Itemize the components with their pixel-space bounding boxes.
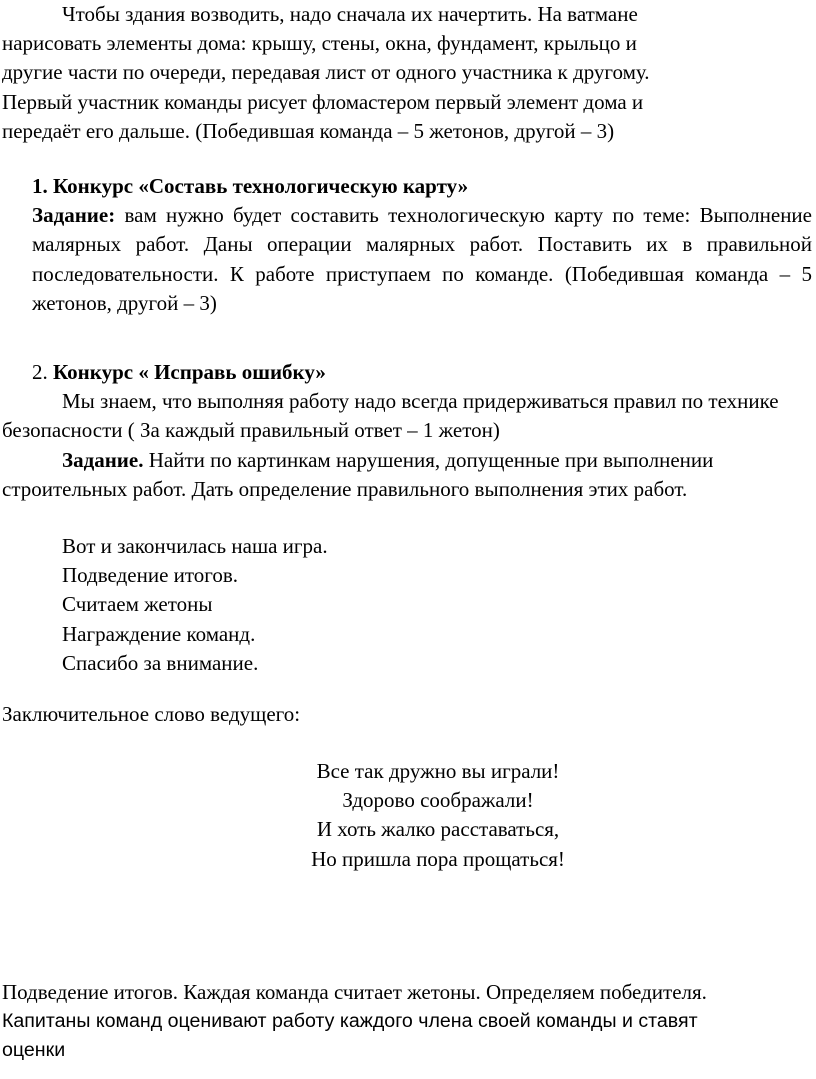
intro-line: передаёт его дальше. (Победившая команда – 5 жетонов, другой – 3)	[2, 118, 615, 143]
contest-1-task-label: Задание:	[32, 203, 116, 228]
contest-1-task	[2, 201, 812, 318]
summary-line: Капитаны команд оценивают работу каждого члена своей команды и ставят	[2, 1010, 698, 1033]
intro-line: Первый участник команды рисует фломастером первый элемент дома и	[2, 89, 644, 114]
closing-item: Вот и закончилась наша игра.	[62, 534, 328, 558]
summary-line: оценки	[2, 1039, 66, 1062]
contest-2-heading: Конкурс « Исправь ошибку»	[53, 360, 326, 384]
contest-2-safety-text: Мы знаем, что выполняя работу надо всегда придерживаться правил по технике безопасности ( За каждый правильный ответ – 1 жетон)	[2, 389, 779, 443]
contest-2-section	[2, 358, 812, 504]
contest-1-section	[2, 172, 812, 318]
contest-1-task-text: вам нужно будет составить технологическую карту по теме: Выполнение малярных работ. Даны операции малярных работ. Поставить их в правильной последовательности. К работе приступаем по команде. (Победившая команда – 5 жетонов, другой – 3)	[32, 203, 812, 315]
poem-line: Все так дружно вы играли!	[316, 759, 560, 783]
intro-line: Чтобы здания возводить, надо сначала их начертить. На ватмане	[62, 2, 638, 26]
contest-2-task-text: Найти по картинкам нарушения, допущенные при выполнении строительных работ. Дать определение правильного выполнения этих работ.	[2, 447, 714, 501]
contest-2-task-label: Задание.	[62, 447, 144, 472]
contest-2-task	[2, 446, 812, 504]
summary-line: Подведение итогов. Каждая команда считает жетоны. Определяем победителя.	[2, 980, 707, 1004]
intro-line: нарисовать элементы дома: крышу, стены, окна, фундамент, крыльцо и	[2, 31, 637, 56]
poem-line: Но пришла пора прощаться!	[311, 846, 565, 871]
intro-paragraph	[2, 0, 812, 146]
poem-line: Здорово соображали!	[342, 788, 534, 813]
contest-1-heading: 1. Конкурс «Составь технологическую карту»	[32, 174, 469, 198]
summary-section	[2, 978, 812, 1065]
closing-item: Подведение итогов.	[62, 563, 239, 588]
poem-line: И хоть жалко расставаться,	[316, 817, 560, 842]
intro-line: другие части по очереди, передавая лист от одного участника к другому.	[2, 60, 650, 85]
host-words-label: Заключительное слово ведущего:	[2, 702, 301, 726]
closing-item: Считаем жетоны	[62, 592, 213, 617]
closing-poem	[0, 757, 816, 874]
contest-2-number: 2.	[32, 360, 48, 384]
closing-item: Спасибо за внимание.	[62, 650, 259, 675]
closing-list	[2, 532, 812, 678]
closing-item: Награждение команд.	[62, 621, 256, 646]
